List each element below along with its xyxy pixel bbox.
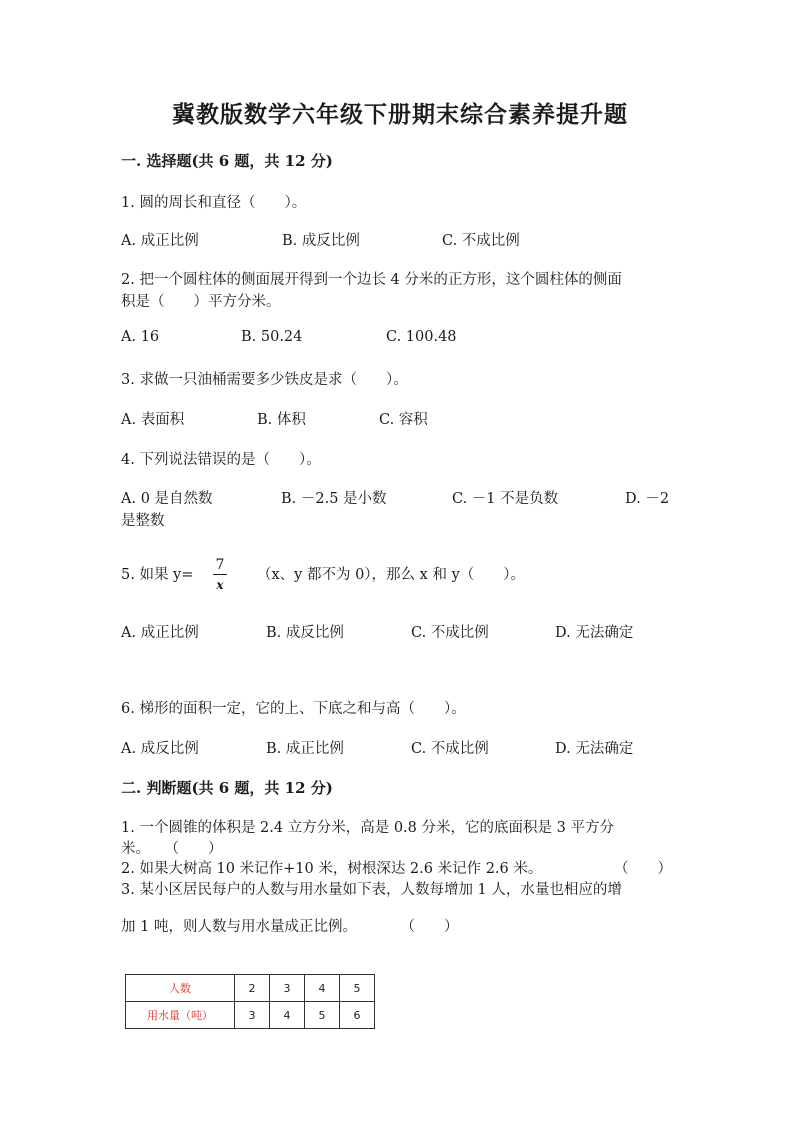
judge-question-3-line-2: 加 1 吨，则人数与用水量成正比例。 （ ） [121, 919, 459, 935]
q3-option-a: A. 表面积 [121, 412, 185, 428]
question-3: 3. 求做一只油桶需要多少铁皮是求（ ）。 [121, 372, 408, 388]
water-usage-table [125, 974, 375, 1029]
table-cell: 3 [235, 1002, 270, 1029]
judge-question-2-answer-paren: （ ） [614, 861, 672, 877]
judge-question-1-line-1: 1. 一个圆锥的体积是 2.4 立方分米，高是 0.8 分米，它的底面积是 3 平方分 [121, 820, 614, 836]
question-5-prefix: 5. 如果 y= [121, 567, 194, 583]
q4-option-d-continued: 是整数 [121, 513, 165, 529]
q5-option-d: D. 无法确定 [555, 625, 634, 641]
table-cell: 4 [305, 975, 340, 1002]
q4-option-a: A. 0 是自然数 [121, 491, 213, 507]
q1-option-a: A. 成正比例 [121, 233, 199, 249]
q1-option-b: B. 成反比例 [282, 233, 360, 249]
q2-option-a: A. 16 [121, 329, 160, 345]
table-cell: 5 [340, 975, 375, 1002]
fraction-denominator: x [213, 574, 227, 593]
table-row [126, 1002, 375, 1029]
q5-option-a: A. 成正比例 [121, 625, 199, 641]
table-cell: 2 [235, 975, 270, 1002]
judge-question-2: 2. 如果大树高 10 米记作+10 米，树根深达 2.6 米记作 2.6 米。 [121, 861, 543, 877]
q2-option-b: B. 50.24 [241, 329, 303, 345]
fraction-7-over-x [213, 556, 227, 593]
table-cell: 3 [270, 975, 305, 1002]
judge-question-1-line-2: 米。 （ ） [121, 841, 223, 857]
table-row-label-water: 用水量（吨） [126, 1002, 235, 1029]
q3-option-c: C. 容积 [379, 412, 428, 428]
section-heading-choice: 一. 选择题(共 6 题，共 12 分) [121, 152, 333, 170]
question-4: 4. 下列说法错误的是（ ）。 [121, 452, 321, 468]
q6-option-a: A. 成反比例 [121, 741, 199, 757]
fraction-numerator: 7 [215, 557, 225, 573]
page-title: 冀教版数学六年级下册期末综合素养提升题 [172, 101, 628, 128]
table-cell: 5 [305, 1002, 340, 1029]
table-cell: 4 [270, 1002, 305, 1029]
q4-option-b: B. －2.5 是小数 [281, 491, 387, 507]
q3-option-b: B. 体积 [257, 412, 306, 428]
q6-option-c: C. 不成比例 [411, 741, 489, 757]
judge-question-3-line-1: 3. 某小区居民每户的人数与用水量如下表，人数每增加 1 人，水量也相应的增 [121, 882, 622, 898]
table-row [126, 975, 375, 1002]
question-5-suffix: （x、y 都不为 0），那么 x 和 y（ ）。 [257, 567, 526, 583]
question-2-line-1: 2. 把一个圆柱体的侧面展开得到一个边长 4 分米的正方形，这个圆柱体的侧面 [121, 272, 622, 288]
q1-option-c: C. 不成比例 [442, 233, 520, 249]
question-6: 6. 梯形的面积一定，它的上、下底之和与高（ ）。 [121, 701, 466, 717]
question-2-line-2: 积是（ ）平方分米。 [121, 294, 281, 310]
table-row-label-people: 人数 [126, 975, 235, 1002]
q4-option-d: D. －2 [625, 491, 670, 507]
q4-option-c: C. －1 不是负数 [452, 491, 559, 507]
q6-option-b: B. 成正比例 [266, 741, 344, 757]
question-1: 1. 圆的周长和直径（ ）。 [121, 195, 307, 211]
q5-option-b: B. 成反比例 [266, 625, 344, 641]
q2-option-c: C. 100.48 [386, 329, 457, 345]
section-heading-judgement: 二. 判断题(共 6 题，共 12 分) [121, 779, 333, 797]
q6-option-d: D. 无法确定 [555, 741, 634, 757]
q5-option-c: C. 不成比例 [411, 625, 489, 641]
table-cell: 6 [340, 1002, 375, 1029]
